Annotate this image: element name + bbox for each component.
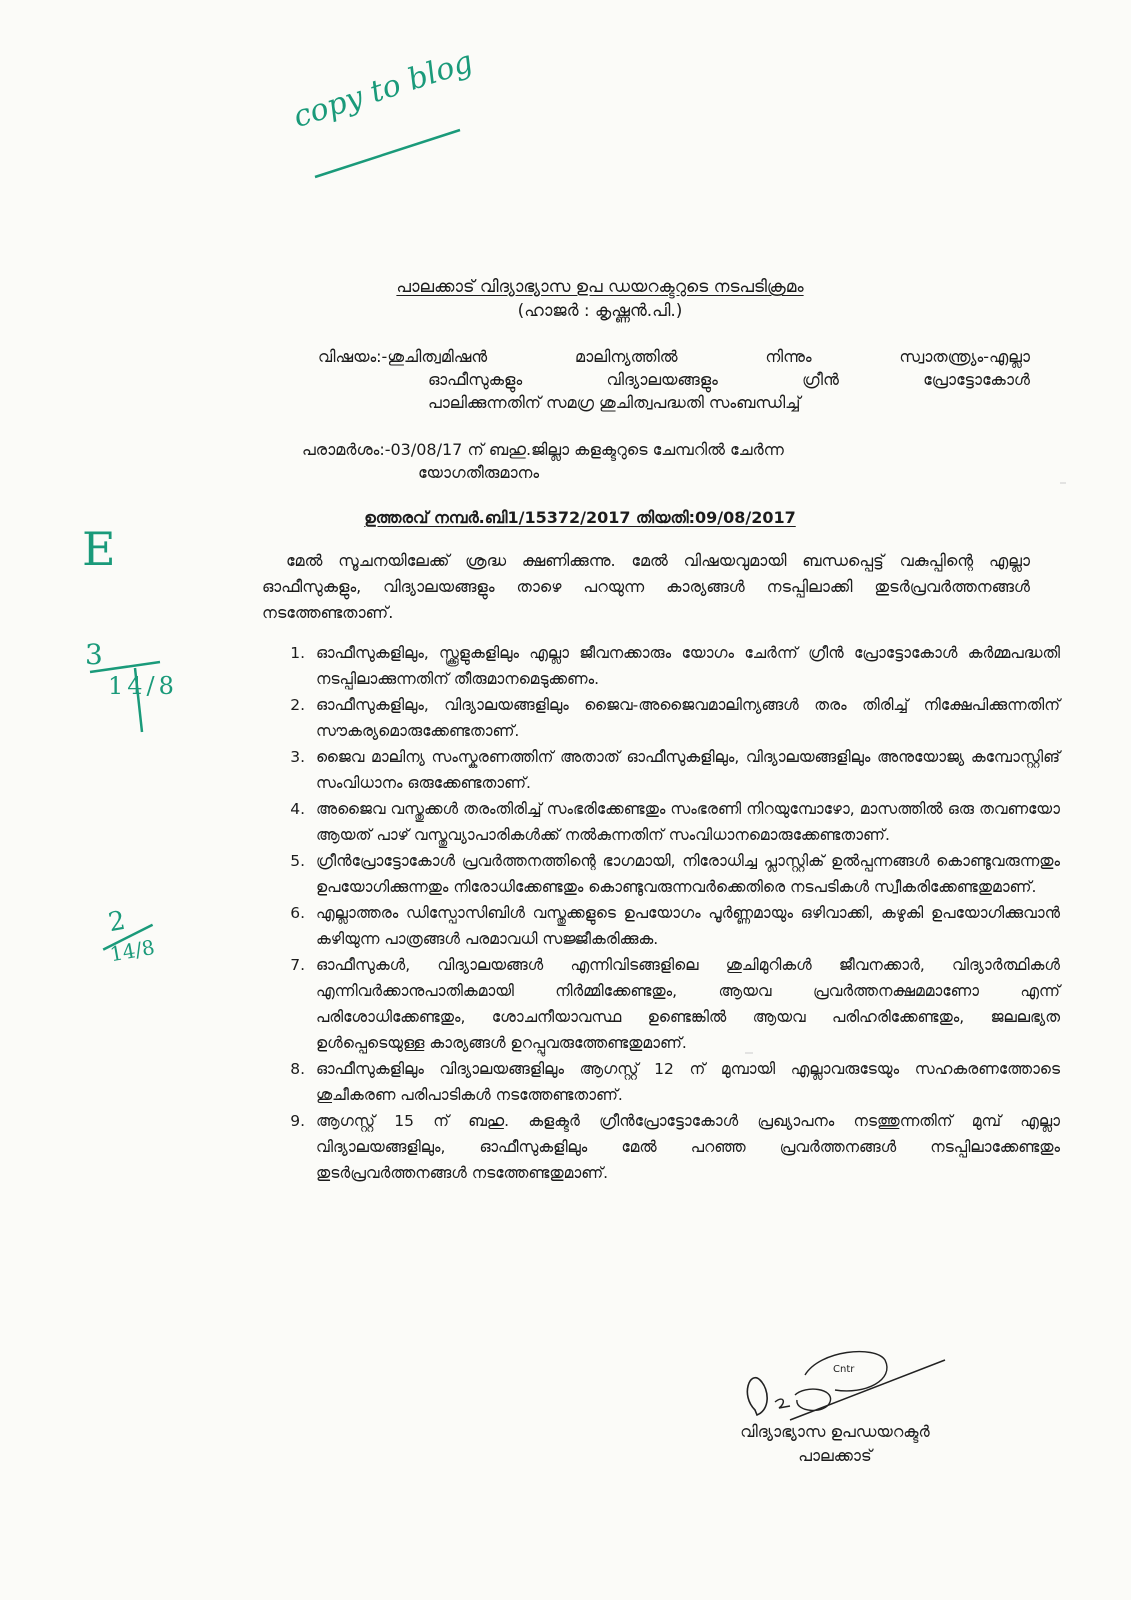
reference-line-2: യോഗതീരുമാനം	[418, 463, 540, 482]
list-item: 5. ഗ്രീൻപ്രോട്ടോകോൾ പ്രവർത്തനത്തിന്റെ ഭാഗമായി, നിരോധിച്ച പ്ലാസ്റ്റിക് ഉൽപ്പന്നങ്ങൾ കൊണ്ടുവരുന്നതും ഉപയോഗിക്കുന്നതും നിരോധിക്കേണ്ടതും കൊണ്ടുവരുന്നവർക്കെതിരെ നടപടികൾ സ്വീകരിക്കേണ്ടതുമാണ്.	[310, 848, 1060, 900]
svg-text:Cntr: Cntr	[833, 1364, 855, 1375]
reference-label: പരാമർശം:-	[302, 440, 391, 459]
signatory-designation: വിദ്യാഭ്യാസ ഉപഡയറക്ടർ	[740, 1422, 930, 1441]
note-text: copy to blog	[289, 44, 478, 135]
directive-list	[280, 640, 1060, 1186]
list-item: 6. എല്ലാത്തരം ഡിസ്പോസിബിൾ വസ്തുക്കളുടെ ഉപയോഗം പൂർണ്ണമായും ഒഴിവാക്കി, കഴുകി ഉപയോഗിക്കുവാൻ കഴിയുന്ന പാത്രങ്ങൾ പരമാവധി സജ്ജീകരിക്കുക.	[310, 900, 1060, 952]
subject-label: വിഷയം:-	[318, 347, 388, 366]
subject-line-1: ശുചിത്വമിഷൻ മാലിന്യത്തിൽ നിന്നും സ്വാതന്ത്ര്യം-എല്ലാ	[387, 347, 1030, 366]
list-item: 2. ഓഫീസുകളിലും, വിദ്യാലയങ്ങളിലും ജൈവ-അജൈവമാലിന്യങ്ങൾ തരം തിരിച്ച് നിക്ഷേപിക്കുന്നതിന് സൗകര്യമൊരുക്കേണ്ടതാണ്.	[310, 692, 1060, 744]
order-number: ഉത്തരവ് നമ്പർ.ബി1/15372/2017 തിയതി:09/08/2017	[364, 508, 796, 527]
note-underline-icon	[310, 125, 470, 185]
list-item: 8. ഓഫീസുകളിലും വിദ്യാലയങ്ങളിലും ആഗസ്റ്റ് 12 ന് മുമ്പായി എല്ലാവരുടേയും സഹകരണത്തോടെ ശുചീകരണ പരിപാടികൾ നടത്തേണ്ടതാണ്.	[310, 1056, 1060, 1108]
list-item: 1. ഓഫീസുകളിലും, സ്ക്കൂളുകളിലും എല്ലാ ജീവനക്കാരും യോഗം ചേർന്ന് ഗ്രീൻ പ്രോട്ടോകോൾ കർമ്മപദ്ധതി നടപ്പിലാക്കുന്നതിന് തീരുമാനമെടുക്കണം.	[310, 640, 1060, 692]
reference-block	[302, 438, 922, 484]
scan-speck	[1060, 482, 1066, 484]
handwritten-note	[289, 44, 477, 135]
signature-icon	[735, 1340, 975, 1425]
list-item: 7. ഓഫീസുകൾ, വിദ്യാലയങ്ങൾ എന്നിവിടങ്ങളിലെ ശുചിമുറികൾ ജീവനക്കാർ, വിദ്യാർത്ഥികൾ എന്നിവർക്കാനുപാതികമായി നിർമ്മിക്കേണ്ടതും, ആയവ പ്രവർത്തനക്ഷമമാണോ എന്ന് പരിശോധിക്കേണ്ടതും, ശോചനീയാവസ്ഥ ഉണ്ടെങ്കിൽ ആയവ പരിഹരിക്കേണ്ടതും, ജലലഭ്യത ഉൾപ്പെടെയുള്ള കാര്യങ്ങൾ ഉറപ്പുവരുത്തേണ്ടതുമാണ്.	[310, 952, 1060, 1056]
signatory-place: പാലക്കാട്	[798, 1446, 872, 1465]
subject-line-3: പാലിക്കുന്നതിന് സമഗ്ര ശുചിത്വപദ്ധതി സംബന്ധിച്ച്	[428, 393, 801, 412]
margin-initial-date-1: 3 14/8	[80, 640, 170, 735]
office-title: പാലക്കാട് വിദ്യാഭ്യാസ ഉപ ഡയറക്ടറുടെ നടപടിക്രമം	[396, 277, 804, 297]
intro-text: മേൽ സൂചനയിലേക്ക് ശ്രദ്ധ ക്ഷണിക്കുന്നു. മേൽ വിഷയവുമായി ബന്ധപ്പെട്ട് വകുപ്പിന്റെ എല്ലാ ഓഫീസുകളും, വിദ്യാലയങ്ങളും താഴെ പറയുന്ന കാര്യങ്ങൾ നടപ്പിലാക്കി തുടർപ്രവർത്തനങ്ങൾ നടത്തേണ്ടതാണ്.	[262, 551, 1030, 622]
list-item: 4. അജൈവ വസ്തുക്കൾ തരംതിരിച്ച് സംഭരിക്കേണ്ടതും സംഭരണി നിറയുമ്പോഴോ, മാസത്തിൽ ഒരു തവണയോ ആയത് പാഴ് വസ്തുവ്യാപാരികൾക്ക് നൽകുന്നതിന് സംവിധാനമൊരുക്കേണ്ടതാണ്.	[310, 796, 1060, 848]
list-item: 3. ജൈവ മാലിന്യ സംസ്കരണത്തിന് അതാത് ഓഫീസുകളിലും, വിദ്യാലയങ്ങളിലും അനുയോജ്യ കമ്പോസ്റ്റിങ് സംവിധാനം ഒരുക്കേണ്ടതാണ്.	[310, 744, 1060, 796]
present-officer: (ഹാജർ : കൃഷ്ണൻ.പി.)	[517, 301, 683, 321]
list-item: 9. ആഗസ്റ്റ് 15 ന് ബഹു. കളക്ടർ ഗ്രീൻപ്രോട്ടോകോൾ പ്രഖ്യാപനം നടത്തുന്നതിന് മുമ്പ് എല്ലാ വിദ്യാലയങ്ങളിലും, ഓഫീസുകളിലും മേൽ പറഞ്ഞ പ്രവർത്തനങ്ങൾ നടപ്പിലാക്കേണ്ടതും തുടർപ്രവർത്തനങ്ങൾ നടത്തേണ്ടതുമാണ്.	[310, 1108, 1060, 1186]
subject-block	[318, 345, 1030, 414]
signatory-block	[700, 1420, 970, 1468]
subject-line-2: ഓഫീസുകളും വിദ്യാലയങ്ങളും ഗ്രീൻ പ്രോട്ടോകോൾ	[428, 370, 1030, 389]
margin-initial-date-2: 2 14/8	[95, 904, 174, 975]
scan-speck	[745, 1052, 753, 1054]
reference-line-1: 03/08/17 ന് ബഹു.ജില്ലാ കളക്ടറുടെ ചേമ്പറിൽ ചേർന്ന	[390, 440, 784, 459]
intro-paragraph	[262, 548, 1030, 626]
document-header	[300, 275, 900, 323]
margin-letter: E	[82, 522, 116, 576]
